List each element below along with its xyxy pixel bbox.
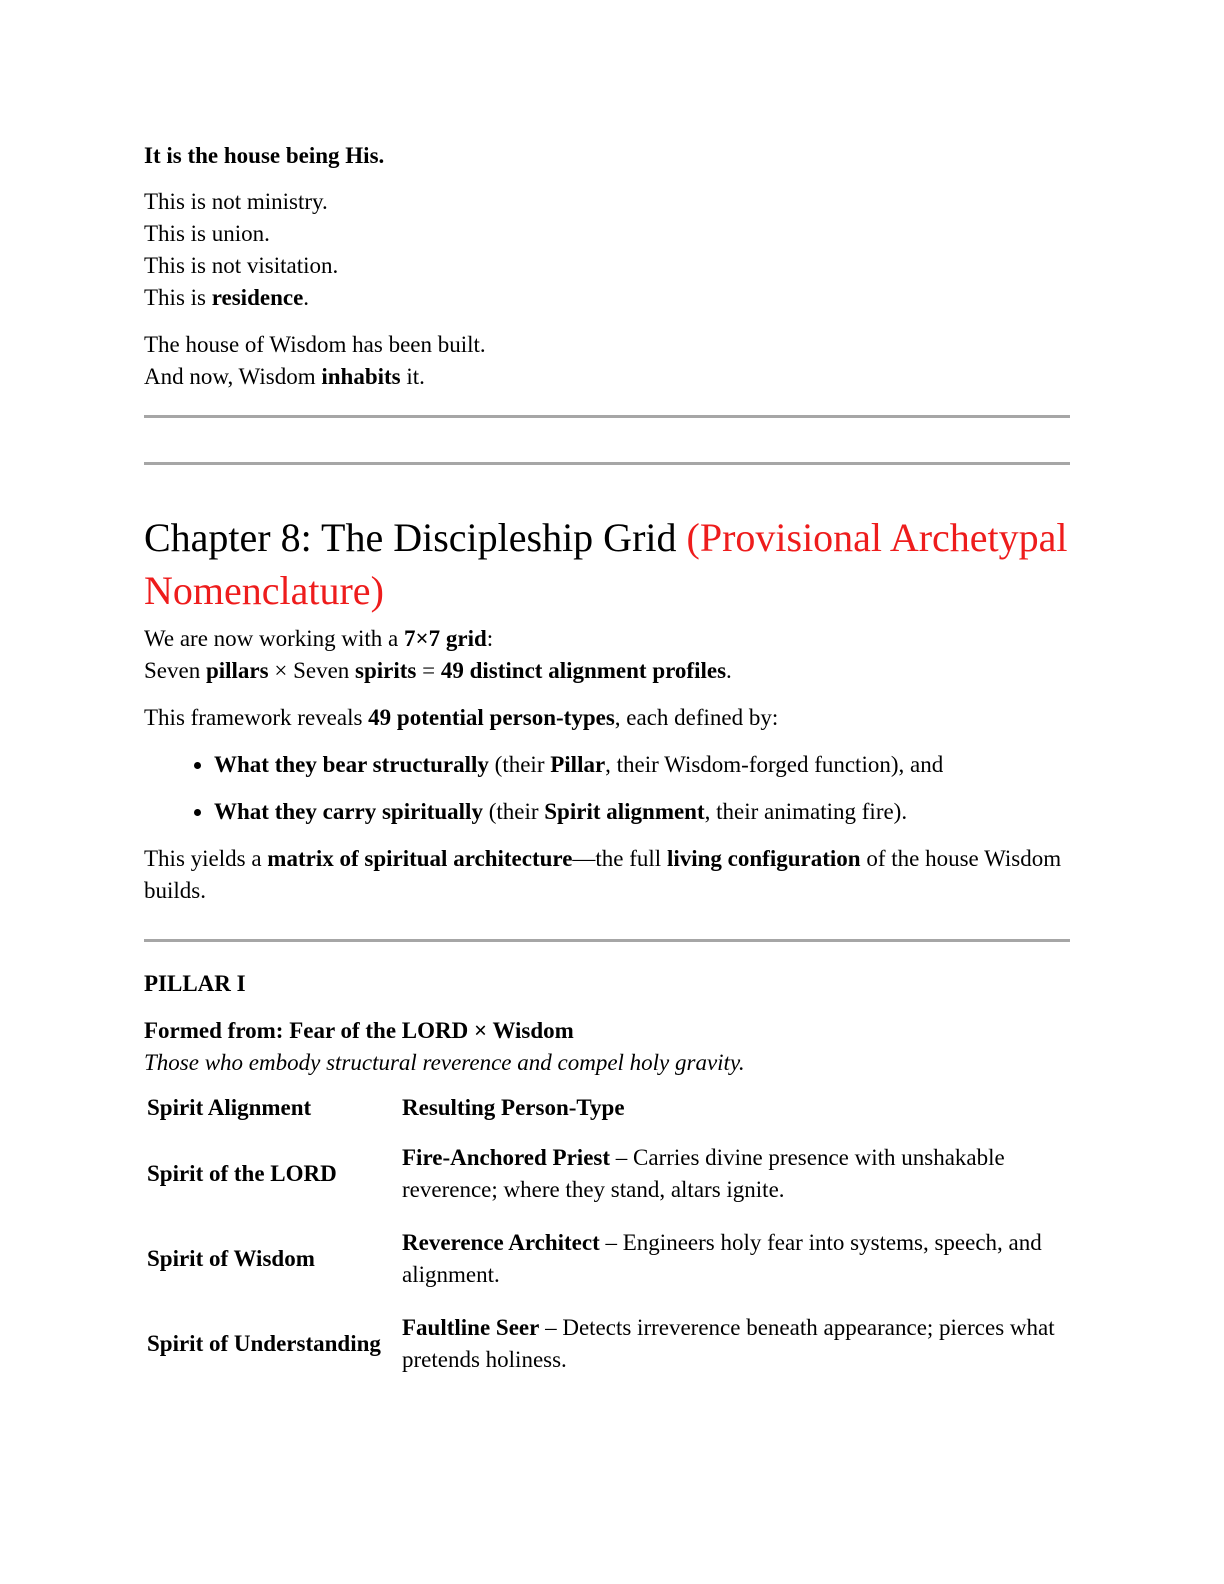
pillar-formed-from: Formed from: Fear of the LORD × Wisdom: [144, 1018, 574, 1043]
table-row: [143, 1297, 1069, 1382]
pillar-heading: PILLAR I: [144, 971, 246, 996]
closing-line-2: And now, Wisdom inhabits it.: [144, 364, 425, 389]
chapter-title-highlight: (Provisional Archetypal Nomenclature): [144, 515, 1068, 613]
table-header-row: [143, 1089, 1069, 1127]
section-divider: [144, 415, 1070, 418]
column-header-spirit: Spirit Alignment: [147, 1095, 312, 1120]
person-type-table: [143, 1089, 1069, 1382]
column-header-person-type: Resulting Person-Type: [402, 1095, 625, 1120]
table-row: [143, 1212, 1069, 1297]
stanza-line-4: This is residence.: [144, 285, 310, 310]
intro-lead: It is the house being His.: [144, 143, 385, 168]
matrix-yields: This yields a matrix of spiritual architecture—the full living configuration of the house Wisdom builds.: [144, 846, 1062, 903]
grid-intro: [144, 623, 1070, 687]
stanza-line-1: This is not ministry.: [144, 189, 328, 214]
section-divider: [144, 939, 1070, 942]
grid-line: We are now working with a 7×7 grid:: [144, 626, 494, 651]
person-type-cell: Fire-Anchored Priest – Carries divine presence with unshakable reverence; where they stand, altars ignite.: [402, 1145, 1005, 1202]
spirit-cell: Spirit of the LORD: [147, 1161, 337, 1186]
chapter-title: Chapter 8: The Discipleship Grid (Provisional Archetypal Nomenclature): [144, 515, 1068, 613]
closing-line-1: The house of Wisdom has been built.: [144, 332, 486, 357]
framework-reveals: This framework reveals 49 potential person-types, each defined by:: [144, 705, 779, 730]
list-item: • What they carry spiritually (their Spirit alignment, their animating fire).: [214, 796, 1070, 828]
pillar-tagline: Those who embody structural reverence and compel holy gravity.: [144, 1050, 745, 1075]
table-row: [143, 1127, 1069, 1212]
spirit-cell: Spirit of Understanding: [147, 1331, 381, 1356]
stanza-line-3: This is not visitation.: [144, 253, 339, 278]
spirit-cell: Spirit of Wisdom: [147, 1246, 315, 1271]
stanza-line-2: This is union.: [144, 221, 270, 246]
document-page: [144, 140, 1070, 1382]
intro-closing: [144, 329, 1070, 393]
definition-list: [144, 749, 1070, 828]
list-item: • What they bear structurally (their Pillar, their Wisdom-forged function), and: [214, 749, 1070, 781]
grid-formula: Seven pillars × Seven spirits = 49 distinct alignment profiles.: [144, 658, 732, 683]
intro-stanza: [144, 186, 1070, 314]
person-type-cell: Faultline Seer – Detects irreverence beneath appearance; pierces what pretends holiness.: [402, 1315, 1055, 1372]
pillar-description: [144, 1015, 1070, 1079]
section-divider: [144, 462, 1070, 465]
person-type-cell: Reverence Architect – Engineers holy fear into systems, speech, and alignment.: [402, 1230, 1042, 1287]
